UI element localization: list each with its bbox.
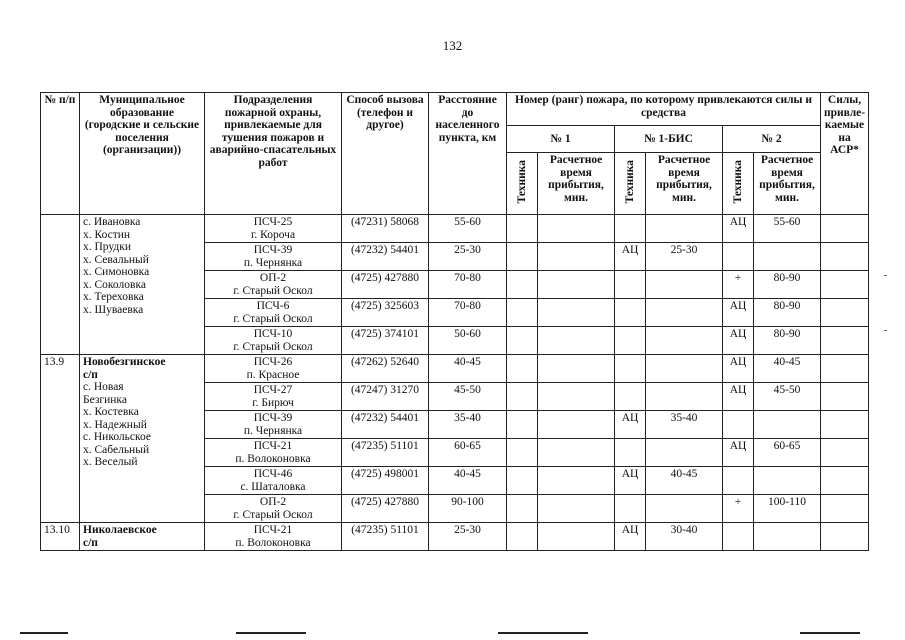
tech-rank-1bis-cell <box>615 495 646 523</box>
municipality-name-line: х. Прудки <box>83 241 132 253</box>
fire-unit-place: г. Старый Оскол <box>233 508 313 521</box>
tech-rank-1bis-cell <box>615 439 646 467</box>
time-rank-1-cell <box>538 299 615 327</box>
municipality-name-line: х. Костин <box>83 228 131 241</box>
fire-unit-name: ПСЧ-39 <box>253 412 293 424</box>
tech-rank-1bis-cell: АЦ <box>615 411 646 439</box>
scan-speck <box>884 330 887 331</box>
fire-unit-name: ОП-2 <box>259 272 287 284</box>
tech-rank-1-cell <box>507 299 538 327</box>
fire-unit-place: п. Волоконовка <box>235 536 311 549</box>
municipality-cell <box>80 523 205 551</box>
fire-unit-name: ПСЧ-21 <box>253 524 293 536</box>
header-distance: Расстояние до населенного пункта, км <box>429 93 507 215</box>
tech-rank-1bis-cell <box>615 271 646 299</box>
asr-cell <box>821 271 869 299</box>
tech-rank-1-cell <box>507 495 538 523</box>
fire-unit-name: ПСЧ-25 <box>253 216 293 228</box>
tech-rank-1bis-cell: АЦ <box>615 467 646 495</box>
phone-cell: (47262) 52640 <box>342 355 429 383</box>
time-rank-1-cell <box>538 411 615 439</box>
asr-cell <box>821 299 869 327</box>
tech-rank-2-cell <box>723 523 754 551</box>
municipality-name-line: с/п <box>83 536 98 549</box>
phone-cell: (47235) 51101 <box>342 439 429 467</box>
distance-cell: 35-40 <box>429 411 507 439</box>
asr-cell <box>821 327 869 355</box>
tech-rank-2-cell: АЦ <box>723 215 754 243</box>
time-rank-2-cell: 80-90 <box>754 299 821 327</box>
time-rank-1-cell <box>538 355 615 383</box>
distance-cell: 50-60 <box>429 327 507 355</box>
time-rank-1bis-cell: 35-40 <box>646 411 723 439</box>
fire-unit-name: ПСЧ-6 <box>256 300 290 312</box>
municipality-name-line: х. Надежный <box>83 418 147 431</box>
tech-rank-2-cell: АЦ <box>723 327 754 355</box>
tech-rank-2-cell <box>723 467 754 495</box>
time-rank-1bis-cell: 25-30 <box>646 243 723 271</box>
time-rank-1-cell <box>538 215 615 243</box>
header-rank-1: № 1 <box>507 126 615 153</box>
fire-unit-name: ПСЧ-26 <box>253 356 293 368</box>
time-rank-1bis-cell <box>646 299 723 327</box>
time-rank-1-cell <box>538 243 615 271</box>
tech-rank-1-cell <box>507 215 538 243</box>
municipality-name-line: х. Сабельный <box>83 443 150 456</box>
fire-unit-place: г. Старый Оскол <box>233 312 313 325</box>
time-rank-2-cell: 55-60 <box>754 215 821 243</box>
distance-cell: 40-45 <box>429 467 507 495</box>
header-tech-rank-1bis: Техника <box>615 153 646 215</box>
fire-unit-place: п. Красное <box>246 368 300 381</box>
header-fire-unit: Подразделения пожарной охраны, привлекаемые для тушения пожаров и аварийно-спасательных работ <box>205 93 342 215</box>
fire-unit-name: ПСЧ-27 <box>253 384 293 396</box>
scan-speck <box>884 275 887 276</box>
time-rank-2-cell <box>754 411 821 439</box>
bottom-edge-mark <box>498 632 588 634</box>
distance-cell: 40-45 <box>429 355 507 383</box>
table-header <box>41 93 869 215</box>
fire-unit-place: г. Старый Оскол <box>233 340 313 353</box>
header-num: № п/п <box>41 93 80 215</box>
distance-cell: 90-100 <box>429 495 507 523</box>
tech-rank-1-cell <box>507 355 538 383</box>
fire-unit-place: п. Волоконовка <box>235 452 311 465</box>
fire-forces-table <box>40 92 869 551</box>
time-rank-1bis-cell: 30-40 <box>646 523 723 551</box>
distance-cell: 25-30 <box>429 523 507 551</box>
fire-unit-place: г. Бирюч <box>252 396 294 409</box>
time-rank-2-cell: 80-90 <box>754 271 821 299</box>
distance-cell: 60-65 <box>429 439 507 467</box>
header-time-rank-1bis: Расчетное время прибытия, мин. <box>646 153 723 215</box>
table-body <box>41 215 869 551</box>
time-rank-1-cell <box>538 439 615 467</box>
tech-rank-2-cell: АЦ <box>723 299 754 327</box>
time-rank-1-cell <box>538 383 615 411</box>
municipality-name-line: Николаевское <box>83 524 157 536</box>
fire-unit-cell <box>205 355 342 383</box>
phone-cell: (47247) 31270 <box>342 383 429 411</box>
municipality-name-line: с. Никольское <box>83 431 152 443</box>
time-rank-1bis-cell <box>646 355 723 383</box>
table-row <box>41 523 869 551</box>
time-rank-2-cell: 80-90 <box>754 327 821 355</box>
distance-cell: 70-80 <box>429 299 507 327</box>
distance-cell: 70-80 <box>429 271 507 299</box>
municipality-name-line: х. Шуваевка <box>83 303 144 316</box>
tech-rank-2-cell: АЦ <box>723 439 754 467</box>
asr-cell <box>821 439 869 467</box>
time-rank-1bis-cell <box>646 271 723 299</box>
tech-rank-1-cell <box>507 467 538 495</box>
tech-rank-1-cell <box>507 523 538 551</box>
municipality-name-line: Новобезгинское <box>83 356 166 368</box>
row-number <box>41 215 80 355</box>
fire-unit-cell <box>205 523 342 551</box>
asr-cell <box>821 411 869 439</box>
header-asr: Силы, привле-каемые на АСР* <box>821 93 869 215</box>
tech-rank-2-cell: АЦ <box>723 383 754 411</box>
tech-rank-2-cell: + <box>723 495 754 523</box>
tech-rank-1bis-cell: АЦ <box>615 523 646 551</box>
tech-rank-1bis-cell <box>615 215 646 243</box>
distance-cell: 55-60 <box>429 215 507 243</box>
header-municipality: Муниципальное образование (городские и сельские поселения (организации)) <box>80 93 205 215</box>
bottom-edge-mark <box>236 632 306 634</box>
tech-rank-1bis-cell <box>615 355 646 383</box>
row-number: 13.10 <box>41 523 80 551</box>
phone-cell: (47232) 54401 <box>342 411 429 439</box>
phone-cell: (4725) 427880 <box>342 495 429 523</box>
phone-cell: (47231) 58068 <box>342 215 429 243</box>
fire-unit-name: ПСЧ-10 <box>253 328 293 340</box>
tech-rank-2-cell <box>723 243 754 271</box>
municipality-name-line: х. Симоновка <box>83 266 150 278</box>
time-rank-2-cell: 60-65 <box>754 439 821 467</box>
municipality-cell <box>80 215 205 355</box>
fire-unit-cell <box>205 467 342 495</box>
time-rank-1bis-cell <box>646 327 723 355</box>
fire-unit-name: ОП-2 <box>259 496 287 508</box>
phone-cell: (4725) 325603 <box>342 299 429 327</box>
municipality-name-line: Безгинка <box>83 393 127 406</box>
time-rank-2-cell: 100-110 <box>754 495 821 523</box>
asr-cell <box>821 467 869 495</box>
tech-rank-1bis-cell: АЦ <box>615 243 646 271</box>
header-rank-2: № 2 <box>723 126 821 153</box>
tech-rank-1-cell <box>507 411 538 439</box>
tech-rank-2-cell: АЦ <box>723 355 754 383</box>
fire-unit-cell <box>205 215 342 243</box>
time-rank-2-cell <box>754 523 821 551</box>
time-rank-1bis-cell: 40-45 <box>646 467 723 495</box>
header-time-rank-1: Расчетное время прибытия, мин. <box>538 153 615 215</box>
asr-cell <box>821 355 869 383</box>
phone-cell: (47232) 54401 <box>342 243 429 271</box>
header-tech-rank-2: Техника <box>723 153 754 215</box>
municipality-name-line: с. Ивановка <box>83 216 141 228</box>
time-rank-2-cell: 45-50 <box>754 383 821 411</box>
phone-cell: (4725) 498001 <box>342 467 429 495</box>
bottom-edge-mark <box>20 632 68 634</box>
fire-unit-place: г. Старый Оскол <box>233 284 313 297</box>
fire-unit-place: г. Короча <box>250 228 296 241</box>
phone-cell: (4725) 374101 <box>342 327 429 355</box>
fire-unit-cell <box>205 411 342 439</box>
table-row <box>41 355 869 383</box>
asr-cell <box>821 383 869 411</box>
tech-rank-1-cell <box>507 383 538 411</box>
municipality-name-line: х. Костевка <box>83 406 139 418</box>
tech-rank-2-cell <box>723 411 754 439</box>
fire-unit-cell <box>205 383 342 411</box>
bottom-edge-mark <box>800 632 860 634</box>
table-row <box>41 215 869 243</box>
municipality-name-line: х. Веселый <box>83 456 138 468</box>
fire-unit-cell <box>205 299 342 327</box>
time-rank-1bis-cell <box>646 215 723 243</box>
time-rank-1-cell <box>538 495 615 523</box>
asr-cell <box>821 243 869 271</box>
fire-unit-cell <box>205 327 342 355</box>
fire-unit-name: ПСЧ-21 <box>253 440 293 452</box>
fire-unit-cell <box>205 271 342 299</box>
time-rank-2-cell <box>754 243 821 271</box>
time-rank-1bis-cell <box>646 383 723 411</box>
header-tech-rank-1: Техника <box>507 153 538 215</box>
asr-cell <box>821 495 869 523</box>
time-rank-1-cell <box>538 523 615 551</box>
tech-rank-1bis-cell <box>615 383 646 411</box>
fire-unit-name: ПСЧ-46 <box>253 468 293 480</box>
fire-unit-cell <box>205 495 342 523</box>
fire-unit-place: с. Шаталовка <box>240 480 306 493</box>
distance-cell: 25-30 <box>429 243 507 271</box>
time-rank-1bis-cell <box>646 495 723 523</box>
header-rank-1bis: № 1-БИС <box>615 126 723 153</box>
municipality-name-line: х. Тереховка <box>83 291 144 303</box>
fire-forces-table-container <box>40 92 868 551</box>
asr-cell <box>821 523 869 551</box>
fire-unit-place: п. Чернянка <box>243 256 303 269</box>
tech-rank-1-cell <box>507 243 538 271</box>
distance-cell: 45-50 <box>429 383 507 411</box>
phone-cell: (47235) 51101 <box>342 523 429 551</box>
header-fire-rank: Номер (ранг) пожара, по которому привлекаются силы и средства <box>507 93 821 126</box>
header-call-method: Способ вызова (телефон и другое) <box>342 93 429 215</box>
page-number: 132 <box>442 38 463 53</box>
time-rank-2-cell: 40-45 <box>754 355 821 383</box>
time-rank-1bis-cell <box>646 439 723 467</box>
header-time-rank-2: Расчетное время прибытия, мин. <box>754 153 821 215</box>
municipality-cell <box>80 355 205 523</box>
row-number: 13.9 <box>41 355 80 523</box>
tech-rank-1bis-cell <box>615 327 646 355</box>
asr-cell <box>821 215 869 243</box>
phone-cell: (4725) 427880 <box>342 271 429 299</box>
time-rank-1-cell <box>538 271 615 299</box>
tech-rank-1-cell <box>507 271 538 299</box>
tech-rank-1-cell <box>507 327 538 355</box>
municipality-name-line: с. Новая <box>83 381 124 393</box>
fire-unit-cell <box>205 439 342 467</box>
fire-unit-cell <box>205 243 342 271</box>
tech-rank-2-cell: + <box>723 271 754 299</box>
tech-rank-1-cell <box>507 439 538 467</box>
municipality-name-line: х. Соколовка <box>83 278 146 291</box>
tech-rank-1bis-cell <box>615 299 646 327</box>
municipality-name-line: х. Севальный <box>83 253 149 266</box>
time-rank-1-cell <box>538 467 615 495</box>
time-rank-1-cell <box>538 327 615 355</box>
time-rank-2-cell <box>754 467 821 495</box>
fire-unit-place: п. Чернянка <box>243 424 303 437</box>
municipality-name-line: с/п <box>83 368 98 381</box>
fire-unit-name: ПСЧ-39 <box>253 244 293 256</box>
